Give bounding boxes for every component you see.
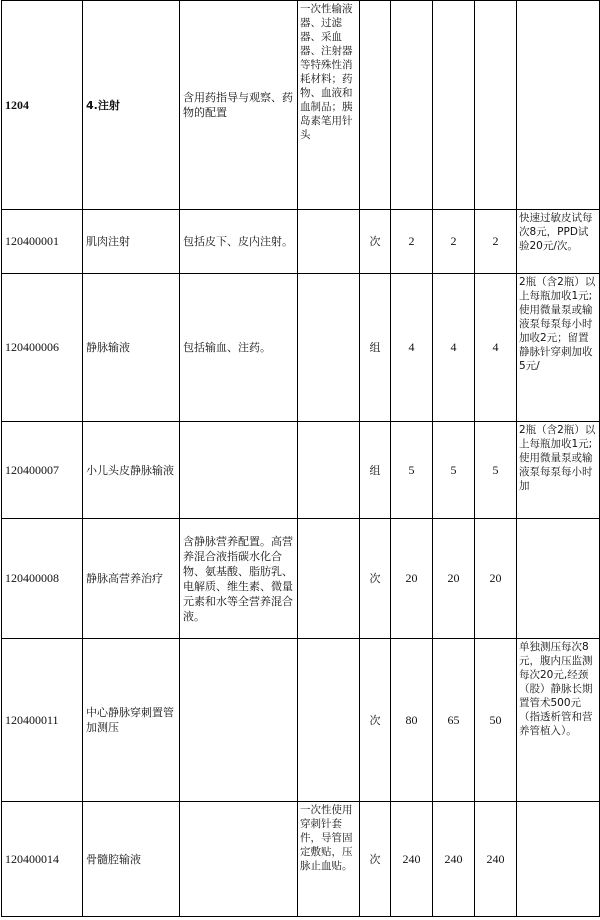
item-price-1: 5 (391, 422, 433, 519)
item-code: 120400007 (2, 422, 83, 519)
item-note (517, 519, 600, 639)
item-price-3: 5 (475, 422, 517, 519)
item-price-1: 80 (391, 639, 433, 802)
item-price-2: 240 (433, 802, 475, 917)
item-price-1: 240 (391, 802, 433, 917)
item-unit: 次 (360, 519, 391, 639)
item-note (517, 802, 600, 917)
item-note: 2瓶（含2瓶）以上每瓶加收1元;使用微量泵或输液泵每泵每小时加收2元；留置静脉针穿刺加收5元/ (517, 274, 600, 422)
item-excluded: 一次性使用穿刺针套件，导管固定敷贴，压脉止血贴。 (298, 802, 360, 917)
item-note: 2瓶（含2瓶）以上每瓶加收1元;使用微量泵或输液泵每泵每小时加 (517, 422, 600, 519)
item-excluded (298, 422, 360, 519)
item-price-3 (475, 1, 517, 210)
item-content (180, 802, 298, 917)
item-excluded: 一次性输液器、过滤器、采血器、注射器等特殊性消耗材料；药物、血液和血制品；胰岛素笔用针头 (298, 1, 360, 210)
item-excluded (298, 519, 360, 639)
item-content (180, 639, 298, 802)
item-code: 120400014 (2, 802, 83, 917)
table-row (2, 519, 600, 639)
item-content: 含静脉营养配置。高营养混合液指碳水化合物、氨基酸、脂肪乳、电解质、维生素、微量元素和水等全营养混合液。 (180, 519, 298, 639)
item-price-2 (433, 1, 475, 210)
table-row (2, 210, 600, 274)
item-content (180, 422, 298, 519)
item-name: 小儿头皮静脉输液 (83, 422, 180, 519)
table-row (2, 1, 600, 210)
item-content: 含用药指导与观察、药物的配置 (180, 1, 298, 210)
item-code: 120400006 (2, 274, 83, 422)
table-row (2, 274, 600, 422)
item-unit: 次 (360, 210, 391, 274)
item-price-3: 2 (475, 210, 517, 274)
item-unit: 次 (360, 639, 391, 802)
item-price-2: 2 (433, 210, 475, 274)
table-row (2, 422, 600, 519)
item-content: 包括皮下、皮内注射。 (180, 210, 298, 274)
item-unit: 次 (360, 802, 391, 917)
item-price-1: 20 (391, 519, 433, 639)
pricing-table (1, 0, 600, 917)
item-name: 肌肉注射 (83, 210, 180, 274)
item-unit: 组 (360, 422, 391, 519)
item-unit: 组 (360, 274, 391, 422)
item-code: 120400011 (2, 639, 83, 802)
item-price-3: 20 (475, 519, 517, 639)
item-name: 中心静脉穿刺置管加测压 (83, 639, 180, 802)
item-excluded (298, 210, 360, 274)
item-name: 静脉高营养治疗 (83, 519, 180, 639)
item-price-1: 2 (391, 210, 433, 274)
item-price-1: 4 (391, 274, 433, 422)
item-price-2: 5 (433, 422, 475, 519)
item-price-2: 4 (433, 274, 475, 422)
item-name: 骨髓腔输液 (83, 802, 180, 917)
item-price-3: 4 (475, 274, 517, 422)
item-code: 1204 (2, 1, 83, 210)
item-content: 包括输血、注药。 (180, 274, 298, 422)
table-row (2, 802, 600, 917)
item-price-2: 65 (433, 639, 475, 802)
item-excluded (298, 274, 360, 422)
item-note: 单独测压每次8元，腹内压监测每次20元,经颈（股）静脉长期置管术500元（指透析管和营养管植入）。 (517, 639, 600, 802)
item-price-2: 20 (433, 519, 475, 639)
item-price-3: 50 (475, 639, 517, 802)
item-name: 静脉输液 (83, 274, 180, 422)
item-unit (360, 1, 391, 210)
item-price-3: 240 (475, 802, 517, 917)
item-code: 120400001 (2, 210, 83, 274)
item-code: 120400008 (2, 519, 83, 639)
item-note: 快速过敏皮试每次8元，PPD试验20元/次。 (517, 210, 600, 274)
item-name: 4.注射 (83, 1, 180, 210)
table-row (2, 639, 600, 802)
item-note (517, 1, 600, 210)
item-price-1 (391, 1, 433, 210)
item-excluded (298, 639, 360, 802)
